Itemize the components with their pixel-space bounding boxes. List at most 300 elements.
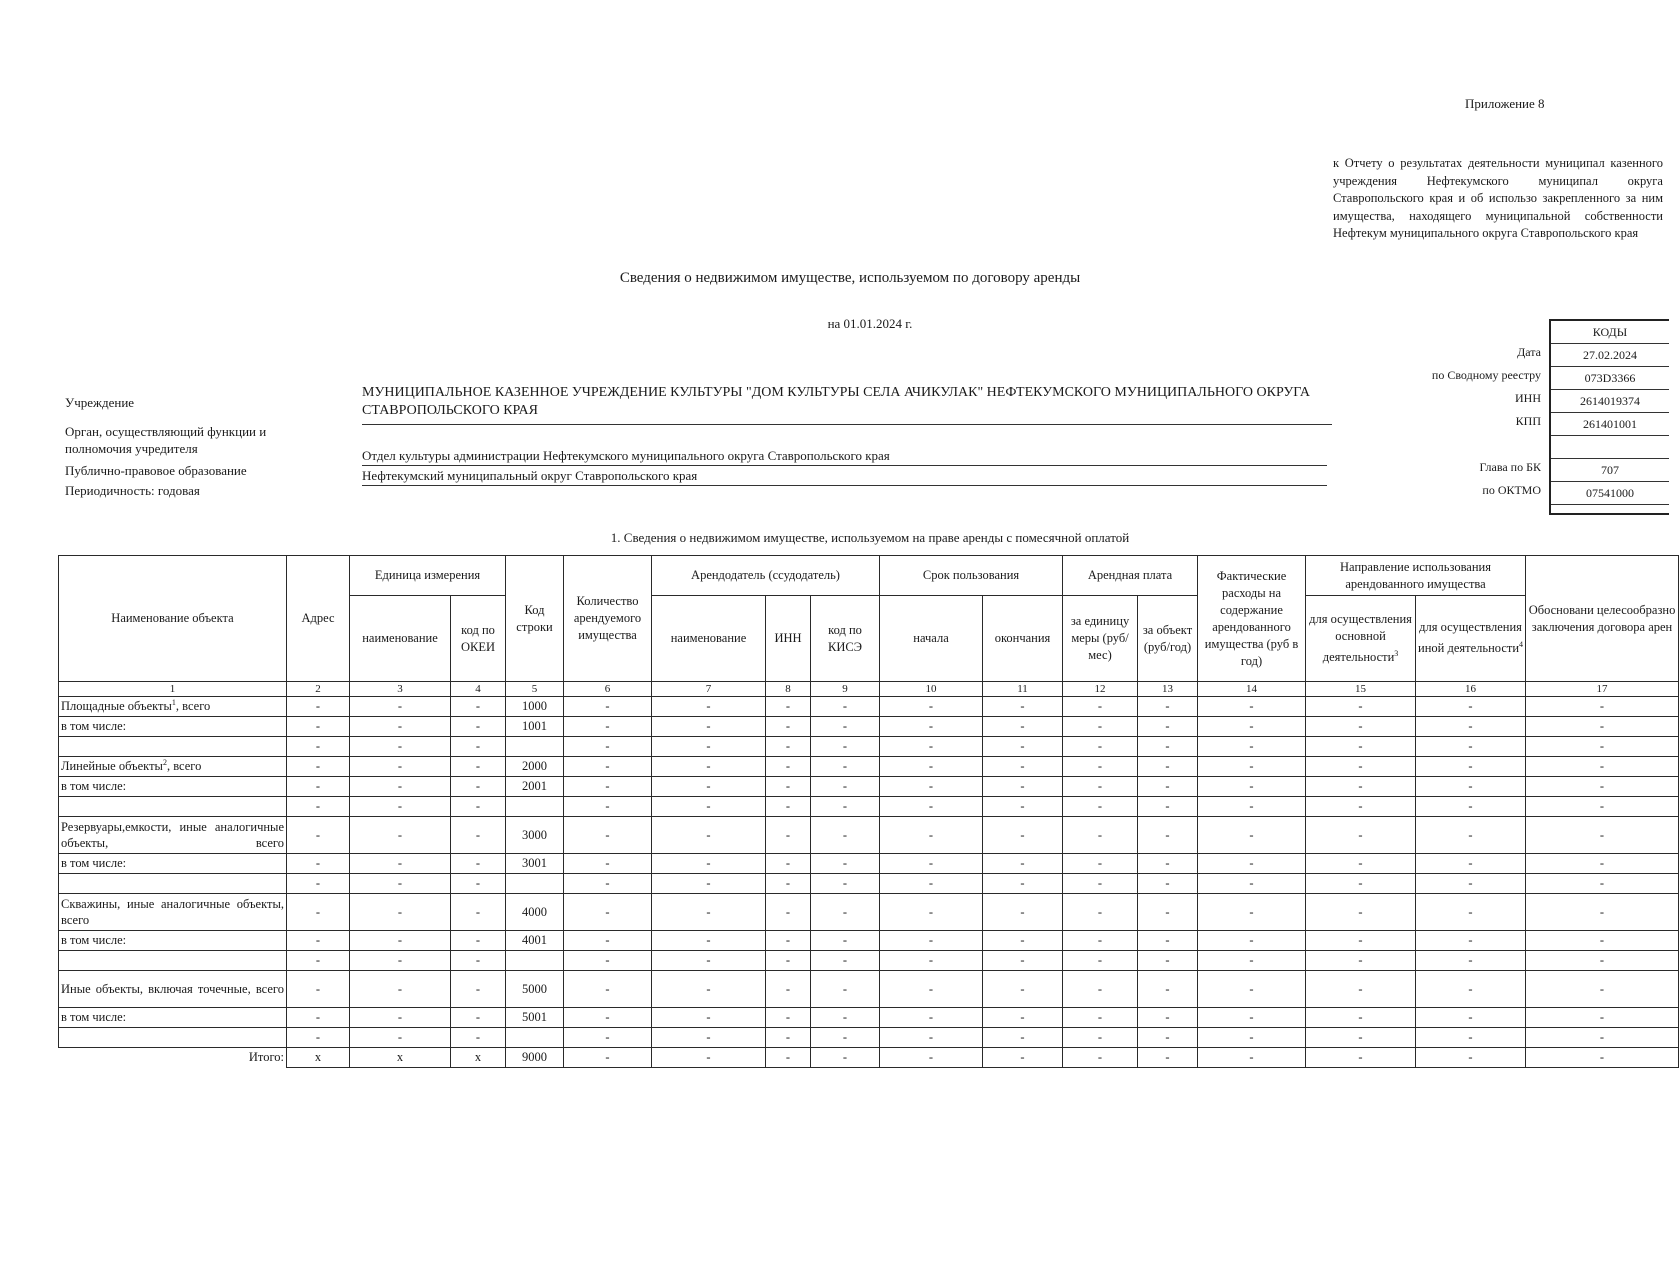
dash-cell: - xyxy=(652,874,766,894)
total-row xyxy=(59,1048,1679,1068)
dash-cell: - xyxy=(1063,697,1138,717)
row-code: 2001 xyxy=(506,777,564,797)
section-title: 1. Сведения о недвижимом имуществе, используемом на праве аренды с помесячной оплатой xyxy=(610,530,1130,545)
dash-cell: - xyxy=(811,697,880,717)
col-header-lessor-name: наименование xyxy=(652,596,766,682)
dash-cell: - xyxy=(1526,697,1679,717)
dash-cell: - xyxy=(451,757,506,777)
dash-cell: - xyxy=(564,817,652,854)
dash-cell: - xyxy=(1306,717,1416,737)
dash-cell: - xyxy=(766,951,811,971)
dash-cell: - xyxy=(1306,854,1416,874)
col-header-rent-object: за объект (руб/год) xyxy=(1138,596,1198,682)
dash-cell: - xyxy=(451,817,506,854)
dash-cell: - xyxy=(350,894,451,931)
dash-cell: - xyxy=(983,894,1063,931)
dash-cell: - xyxy=(811,1028,880,1048)
dash-cell: - xyxy=(811,1008,880,1028)
dash-cell: - xyxy=(350,757,451,777)
code-labels xyxy=(1300,341,1541,502)
dash-cell: - xyxy=(652,697,766,717)
row-code xyxy=(506,797,564,817)
col-header-justification: Обосновани целесообразно заключения договора арен xyxy=(1526,556,1679,682)
dash-cell: - xyxy=(1138,1028,1198,1048)
column-number: 12 xyxy=(1063,682,1138,697)
dash-cell: - xyxy=(1306,971,1416,1008)
object-name: Иные объекты, включая точечные, всего xyxy=(59,971,287,1008)
dash-cell: - xyxy=(1306,931,1416,951)
dash-cell: - xyxy=(1416,697,1526,717)
dash-cell: - xyxy=(451,717,506,737)
object-name: Резервуары,емкости, иные аналогичные объекты, всего xyxy=(59,817,287,854)
dash-cell: - xyxy=(350,797,451,817)
code-value: 261401001 xyxy=(1551,413,1669,436)
dash-cell: - xyxy=(811,874,880,894)
dash-cell: - xyxy=(652,931,766,951)
dash-cell: - xyxy=(1138,874,1198,894)
dash-cell: - xyxy=(983,951,1063,971)
object-name: в том числе: xyxy=(59,931,287,951)
code-value xyxy=(1551,436,1669,459)
dash-cell: - xyxy=(652,1008,766,1028)
dash-cell: - xyxy=(766,971,811,1008)
dash-cell: - xyxy=(1138,854,1198,874)
total-code: 9000 xyxy=(506,1048,564,1068)
dash-cell: - xyxy=(1138,697,1198,717)
dash-cell: - xyxy=(350,777,451,797)
dash-cell: - xyxy=(652,777,766,797)
dash-cell: - xyxy=(1306,1028,1416,1048)
dash-cell: - xyxy=(1198,737,1306,757)
dash-cell: - xyxy=(287,777,350,797)
public-entity-name: Нефтекумский муниципальный округ Ставропольского края xyxy=(362,468,1327,486)
dash-cell: - xyxy=(983,777,1063,797)
dash-cell: - xyxy=(766,817,811,854)
dash-cell: - xyxy=(1416,777,1526,797)
row-code: 1001 xyxy=(506,717,564,737)
row-code: 2000 xyxy=(506,757,564,777)
dash-cell: - xyxy=(350,1028,451,1048)
table-row xyxy=(59,1008,1679,1028)
dash-cell: - xyxy=(652,737,766,757)
dash-cell: - xyxy=(287,854,350,874)
col-header-term-start: начала xyxy=(880,596,983,682)
dash-cell: - xyxy=(1063,717,1138,737)
code-label xyxy=(1300,433,1541,456)
dash-cell: - xyxy=(350,1008,451,1028)
column-numbers-row xyxy=(59,682,1679,697)
code-value: 07541000 xyxy=(1551,482,1669,505)
dash-cell: - xyxy=(1416,717,1526,737)
dash-cell: - xyxy=(1063,1008,1138,1028)
row-code: 1000 xyxy=(506,697,564,717)
annex-label: Приложение 8 xyxy=(1465,96,1545,111)
dash-cell: - xyxy=(287,757,350,777)
dash-cell: - xyxy=(880,971,983,1008)
dash-cell: - xyxy=(287,717,350,737)
table-row xyxy=(59,971,1679,1008)
column-number: 14 xyxy=(1198,682,1306,697)
dash-cell: - xyxy=(287,817,350,854)
table-row xyxy=(59,1028,1679,1048)
col-header-lessor: Арендодатель (ссудодатель) xyxy=(652,556,880,596)
dash-cell: - xyxy=(564,717,652,737)
public-entity-label: Публично-правовое образование xyxy=(65,463,247,478)
dash-cell: - xyxy=(1138,1008,1198,1028)
dash-cell: - xyxy=(1198,931,1306,951)
dash-cell: - xyxy=(1416,931,1526,951)
row-code xyxy=(506,874,564,894)
dash-cell: - xyxy=(880,737,983,757)
dash-cell: - xyxy=(880,854,983,874)
dash-cell: - xyxy=(983,874,1063,894)
dash-cell: - xyxy=(1526,1008,1679,1028)
dash-cell: - xyxy=(564,1048,652,1068)
table-row xyxy=(59,697,1679,717)
dash-cell: - xyxy=(350,737,451,757)
dash-cell: - xyxy=(652,951,766,971)
dash-cell: - xyxy=(1416,757,1526,777)
dash-cell: - xyxy=(1416,1008,1526,1028)
col-header-unit: Единица измерения xyxy=(350,556,506,596)
dash-cell: - xyxy=(766,717,811,737)
table-row xyxy=(59,951,1679,971)
column-number: 9 xyxy=(811,682,880,697)
dash-cell: - xyxy=(983,817,1063,854)
col-header-dir-other: для осуществления иной деятельности$^4$ xyxy=(1416,596,1526,682)
dash-cell: - xyxy=(1063,777,1138,797)
dash-cell: - xyxy=(880,777,983,797)
dash-cell: - xyxy=(1063,931,1138,951)
row-code: 4001 xyxy=(506,931,564,951)
dash-cell: - xyxy=(287,931,350,951)
codes-box xyxy=(1549,319,1669,515)
dash-cell: - xyxy=(880,697,983,717)
total-label: Итого: xyxy=(59,1048,287,1068)
dash-cell: - xyxy=(766,1028,811,1048)
dash-cell: - xyxy=(1306,1008,1416,1028)
dash-cell: - xyxy=(1526,797,1679,817)
dash-cell: - xyxy=(983,697,1063,717)
code-label: Глава по БК xyxy=(1479,460,1541,474)
dash-cell: - xyxy=(287,1028,350,1048)
dash-cell: - xyxy=(1198,717,1306,737)
dash-cell: - xyxy=(1198,1008,1306,1028)
dash-cell: - xyxy=(1063,1048,1138,1068)
table-row xyxy=(59,777,1679,797)
table-row xyxy=(59,874,1679,894)
organ-label: Орган, осуществляющий функции и полномочия учредителя xyxy=(65,424,267,456)
dash-cell: - xyxy=(1526,717,1679,737)
dash-cell: - xyxy=(564,971,652,1008)
table-body xyxy=(59,697,1679,1068)
object-name xyxy=(59,737,287,757)
dash-cell: - xyxy=(1198,1048,1306,1068)
dash-cell: - xyxy=(1198,971,1306,1008)
code-label: КПП xyxy=(1515,414,1541,428)
dash-cell: - xyxy=(1063,817,1138,854)
page-title: Сведения о недвижимом имуществе, используемом по договору аренды xyxy=(619,270,1081,286)
report-date: на 01.01.2024 г. xyxy=(827,316,913,331)
object-name xyxy=(59,1028,287,1048)
dash-cell: - xyxy=(811,717,880,737)
table-row xyxy=(59,757,1679,777)
codes-header: КОДЫ xyxy=(1551,321,1669,344)
col-header-address: Адрес xyxy=(287,556,350,682)
total-x: x xyxy=(287,1048,350,1068)
dash-cell: - xyxy=(1138,971,1198,1008)
dash-cell: - xyxy=(287,1008,350,1028)
dash-cell: - xyxy=(1138,717,1198,737)
dash-cell: - xyxy=(1063,971,1138,1008)
dash-cell: - xyxy=(983,854,1063,874)
dash-cell: - xyxy=(1063,737,1138,757)
col-header-term-end: окончания xyxy=(983,596,1063,682)
col-header-dir-main: для осуществления основной деятельности$^3$ xyxy=(1306,596,1416,682)
dash-cell: - xyxy=(1416,971,1526,1008)
row-code xyxy=(506,737,564,757)
row-code xyxy=(506,1028,564,1048)
dash-cell: - xyxy=(1063,874,1138,894)
code-value: 707 xyxy=(1551,459,1669,482)
dash-cell: - xyxy=(983,1048,1063,1068)
dash-cell: - xyxy=(766,1008,811,1028)
total-x: x xyxy=(451,1048,506,1068)
object-name: в том числе: xyxy=(59,854,287,874)
dash-cell: - xyxy=(880,757,983,777)
dash-cell: - xyxy=(1416,874,1526,894)
dash-cell: - xyxy=(1063,797,1138,817)
dash-cell: - xyxy=(564,697,652,717)
code-value xyxy=(1551,505,1669,527)
dash-cell: - xyxy=(1306,894,1416,931)
col-header-name: Наименование объекта xyxy=(59,556,287,682)
dash-cell: - xyxy=(1063,951,1138,971)
institution-name: МУНИЦИПАЛЬНОЕ КАЗЕННОЕ УЧРЕЖДЕНИЕ КУЛЬТУРЫ "ДОМ КУЛЬТУРЫ СЕЛА АЧИКУЛАК" НЕФТЕКУМСКОГО МУНИЦИПАЛЬНОГО ОКРУГА СТАВРОПОЛЬСКОГО КРАЯ xyxy=(362,384,1332,425)
dash-cell: - xyxy=(983,1028,1063,1048)
dash-cell: - xyxy=(811,737,880,757)
dash-cell: - xyxy=(287,951,350,971)
dash-cell: - xyxy=(564,737,652,757)
dash-cell: - xyxy=(880,931,983,951)
code-label: по ОКТМО xyxy=(1482,483,1541,497)
dash-cell: - xyxy=(652,797,766,817)
dash-cell: - xyxy=(766,737,811,757)
dash-cell: - xyxy=(1198,817,1306,854)
dash-cell: - xyxy=(880,951,983,971)
dash-cell: - xyxy=(652,971,766,1008)
dash-cell: - xyxy=(1063,757,1138,777)
dash-cell: - xyxy=(1198,777,1306,797)
dash-cell: - xyxy=(1063,854,1138,874)
dash-cell: - xyxy=(564,777,652,797)
column-number: 10 xyxy=(880,682,983,697)
rental-table xyxy=(58,555,1679,1068)
dash-cell: - xyxy=(766,894,811,931)
dash-cell: - xyxy=(350,697,451,717)
dash-cell: - xyxy=(564,931,652,951)
dash-cell: - xyxy=(451,697,506,717)
table-row xyxy=(59,817,1679,854)
dash-cell: - xyxy=(983,971,1063,1008)
organ-name: Отдел культуры администрации Нефтекумского муниципального округа Ставропольского края xyxy=(362,448,1327,466)
object-name xyxy=(59,797,287,817)
dash-cell: - xyxy=(1526,874,1679,894)
dash-cell: - xyxy=(287,971,350,1008)
total-x: x xyxy=(350,1048,451,1068)
object-name: в том числе: xyxy=(59,777,287,797)
dash-cell: - xyxy=(766,931,811,951)
dash-cell: - xyxy=(811,757,880,777)
dash-cell: - xyxy=(652,1048,766,1068)
dash-cell: - xyxy=(1416,797,1526,817)
dash-cell: - xyxy=(564,1028,652,1048)
dash-cell: - xyxy=(1526,971,1679,1008)
dash-cell: - xyxy=(1138,894,1198,931)
dash-cell: - xyxy=(1063,894,1138,931)
dash-cell: - xyxy=(983,737,1063,757)
dash-cell: - xyxy=(1306,874,1416,894)
dash-cell: - xyxy=(564,951,652,971)
column-number: 5 xyxy=(506,682,564,697)
dash-cell: - xyxy=(766,854,811,874)
dash-cell: - xyxy=(880,717,983,737)
col-header-lessor-kise: код по КИСЭ xyxy=(811,596,880,682)
dash-cell: - xyxy=(1526,817,1679,854)
dash-cell: - xyxy=(1526,1048,1679,1068)
row-code: 4000 xyxy=(506,894,564,931)
dash-cell: - xyxy=(451,951,506,971)
object-name: Линейные объекты$^2$, всего xyxy=(59,757,287,777)
dash-cell: - xyxy=(1198,854,1306,874)
dash-cell: - xyxy=(1138,951,1198,971)
dash-cell: - xyxy=(1416,951,1526,971)
dash-cell: - xyxy=(287,874,350,894)
dash-cell: - xyxy=(1526,737,1679,757)
dash-cell: - xyxy=(880,1048,983,1068)
col-header-lessor-inn: ИНН xyxy=(766,596,811,682)
dash-cell: - xyxy=(1306,697,1416,717)
code-value: 27.02.2024 xyxy=(1551,344,1669,367)
dash-cell: - xyxy=(350,951,451,971)
dash-cell: - xyxy=(1526,1028,1679,1048)
column-number: 1 xyxy=(59,682,287,697)
object-name xyxy=(59,874,287,894)
dash-cell: - xyxy=(766,757,811,777)
column-number: 15 xyxy=(1306,682,1416,697)
dash-cell: - xyxy=(451,1008,506,1028)
row-code xyxy=(506,951,564,971)
dash-cell: - xyxy=(1416,1028,1526,1048)
dash-cell: - xyxy=(1526,951,1679,971)
dash-cell: - xyxy=(564,854,652,874)
dash-cell: - xyxy=(1416,737,1526,757)
institution-label: Учреждение xyxy=(65,395,135,410)
dash-cell: - xyxy=(564,874,652,894)
dash-cell: - xyxy=(350,931,451,951)
object-name: в том числе: xyxy=(59,1008,287,1028)
dash-cell: - xyxy=(1416,1048,1526,1068)
dash-cell: - xyxy=(1416,894,1526,931)
dash-cell: - xyxy=(880,874,983,894)
object-name: Скважины, иные аналогичные объекты, всего xyxy=(59,894,287,931)
dash-cell: - xyxy=(1526,777,1679,797)
dash-cell: - xyxy=(451,797,506,817)
dash-cell: - xyxy=(880,1008,983,1028)
row-code: 3000 xyxy=(506,817,564,854)
dash-cell: - xyxy=(1198,1028,1306,1048)
table-row xyxy=(59,854,1679,874)
dash-cell: - xyxy=(811,971,880,1008)
dash-cell: - xyxy=(1416,854,1526,874)
dash-cell: - xyxy=(983,757,1063,777)
code-label: Дата xyxy=(1517,345,1541,359)
dash-cell: - xyxy=(451,737,506,757)
dash-cell: - xyxy=(564,894,652,931)
table-row xyxy=(59,931,1679,951)
table-row xyxy=(59,894,1679,931)
code-value: 073D3366 xyxy=(1551,367,1669,390)
column-number: 17 xyxy=(1526,682,1679,697)
dash-cell: - xyxy=(652,894,766,931)
dash-cell: - xyxy=(652,854,766,874)
dash-cell: - xyxy=(564,757,652,777)
dash-cell: - xyxy=(350,874,451,894)
dash-cell: - xyxy=(1198,757,1306,777)
dash-cell: - xyxy=(1198,797,1306,817)
dash-cell: - xyxy=(1306,817,1416,854)
object-name: в том числе: xyxy=(59,717,287,737)
dash-cell: - xyxy=(287,797,350,817)
col-header-unit-code: код по ОКЕИ xyxy=(451,596,506,682)
dash-cell: - xyxy=(1063,1028,1138,1048)
dash-cell: - xyxy=(983,717,1063,737)
dash-cell: - xyxy=(1138,817,1198,854)
col-header-actual: Фактические расходы на содержание арендованного имущества (руб в год) xyxy=(1198,556,1306,682)
dash-cell: - xyxy=(1306,737,1416,757)
object-name: Площадные объекты$^1$, всего xyxy=(59,697,287,717)
dash-cell: - xyxy=(350,717,451,737)
dash-cell: - xyxy=(564,797,652,817)
dash-cell: - xyxy=(287,894,350,931)
row-code: 5001 xyxy=(506,1008,564,1028)
dash-cell: - xyxy=(766,797,811,817)
dash-cell: - xyxy=(350,854,451,874)
dash-cell: - xyxy=(880,817,983,854)
code-value: 2614019374 xyxy=(1551,390,1669,413)
dash-cell: - xyxy=(766,1048,811,1068)
dash-cell: - xyxy=(811,777,880,797)
dash-cell: - xyxy=(1526,757,1679,777)
object-name xyxy=(59,951,287,971)
dash-cell: - xyxy=(451,777,506,797)
column-number: 4 xyxy=(451,682,506,697)
dash-cell: - xyxy=(652,717,766,737)
column-number: 13 xyxy=(1138,682,1198,697)
column-number: 3 xyxy=(350,682,451,697)
dash-cell: - xyxy=(1138,931,1198,951)
dash-cell: - xyxy=(766,777,811,797)
dash-cell: - xyxy=(811,894,880,931)
dash-cell: - xyxy=(1138,797,1198,817)
dash-cell: - xyxy=(983,1008,1063,1028)
dash-cell: - xyxy=(1526,931,1679,951)
dash-cell: - xyxy=(1306,951,1416,971)
dash-cell: - xyxy=(811,817,880,854)
dash-cell: - xyxy=(1198,697,1306,717)
dash-cell: - xyxy=(880,894,983,931)
dash-cell: - xyxy=(1306,757,1416,777)
